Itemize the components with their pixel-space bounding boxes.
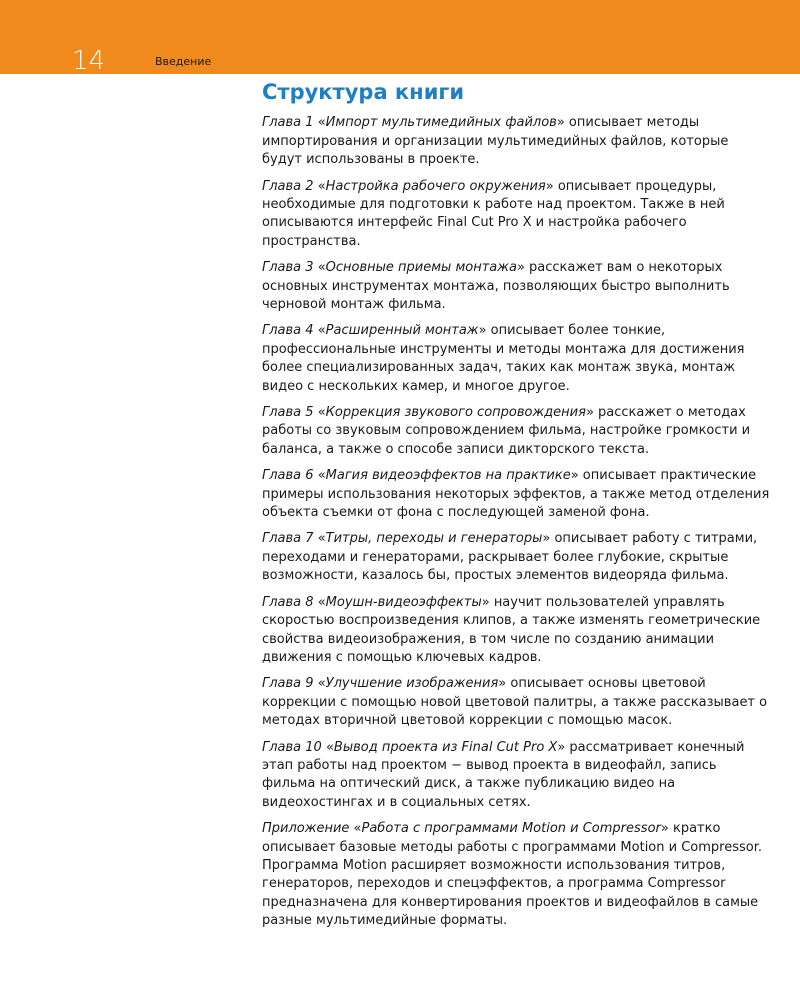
- chapter-label: Глава 8: [262, 594, 314, 610]
- chapter-title: Импорт мультимедийных файлов: [325, 115, 557, 131]
- chapter-paragraph: Глава 2 «Настройка рабочего окружения» описывает процедуры, необходимые для подготовки к работе над проектом. Также в ней описываются интерфейс Final Cut Pro X и настройка рабочего пространства.: [262, 178, 725, 249]
- chapter-description: описывает основы цветовой коррекции с помощью новой цветовой палитры, а также рассказывает о методах вторичной цветовой коррекции с помощью масок.: [262, 676, 768, 729]
- chapter-title: Основные приемы монтажа: [325, 260, 517, 276]
- chapter-description: описывает процедуры, необходимые для подготовки к работе над проектом. Также в ней описываются интерфейс Final Cut Pro X и настройка рабочего пространства.: [262, 178, 725, 249]
- chapter-title: Магия видеоэффектов на практике: [325, 468, 571, 484]
- page-number: 14: [72, 46, 106, 76]
- page-title: Структура книги: [262, 80, 465, 104]
- chapter-paragraph: Глава 3 «Основные приемы монтажа» расскажет вам о некоторых основных инструментах монтажа, позволяющих быстро выполнить черновой монтаж фильма.: [262, 260, 730, 312]
- chapter-description: описывает практические примеры использования некоторых эффектов, а также метод отделения объекта съемки от фона с последующей заменой фона.: [262, 468, 770, 521]
- header-band: [0, 0, 800, 74]
- chapter-label: Глава 10: [262, 739, 322, 755]
- chapter-description: научит пользователей управлять скоростью воспроизведения клипов, а также изменять геометрические свойства видеоизображения, в том числе по созданию анимации движения с помощью ключевых кадров.: [262, 594, 761, 665]
- chapter-title: Улучшение изображения: [325, 676, 499, 692]
- chapter-label: Глава 2: [262, 178, 314, 194]
- running-header-section: Введение: [155, 55, 212, 68]
- chapter-paragraph: Глава 7 «Титры, переходы и генераторы» описывает работу с титрами, переходами и генераторами, раскрывает более глубокие, скрытые возможности, казалось бы, простых элементов видеоряда фильма.: [262, 531, 758, 584]
- chapter-paragraph: Глава 1 «Импорт мультимедийных файлов» описывает методы импортирования и организации мультимедийных файлов, которые будут использованы в проекте.: [262, 115, 729, 168]
- chapter-description: рассматривает конечный этап работы над проектом − вывод проекта в видеофайл, запись фильма на оптический диск, а также публикацию видео на видеохостингах и в социальных сетях.: [262, 739, 745, 810]
- chapter-paragraph: Глава 4 «Расширенный монтаж» описывает более тонкие, профессиональные инструменты и методы монтажа для достижения более специализированных задач, таких как монтаж звука, монтаж видео с нескольких камер, и многое другое.: [262, 323, 745, 394]
- chapter-label: Глава 5: [262, 405, 314, 421]
- chapter-paragraph: Глава 10 «Вывод проекта из Final Cut Pro X» рассматривает конечный этап работы над проектом − вывод проекта в видеофайл, запись фильма на оптический диск, а также публикацию видео на видеохостингах и в социальных сетях.: [262, 739, 745, 810]
- chapter-label: Глава 6: [262, 468, 314, 484]
- chapter-title: Титры, переходы и генераторы: [325, 531, 543, 547]
- appendix-label: Приложение: [262, 821, 350, 837]
- chapter-paragraph: Глава 5 «Коррекция звукового сопровождения» расскажет о методах работы со звуковым сопровождением фильма, настройке громкости и баланса, а также о способе записи дикторского текста.: [262, 405, 751, 457]
- chapter-paragraph: Глава 8 «Моушн-видеоэффекты» научит пользователей управлять скоростью воспроизведения клипов, а также изменять геометрические свойства видеоизображения, в том числе по созданию анимации движения с помощью ключевых кадров.: [262, 594, 761, 665]
- chapter-description: расскажет о методах работы со звуковым сопровождением фильма, настройке громкости и баланса, а также о способе записи дикторского текста.: [262, 405, 751, 457]
- chapter-title: Настройка рабочего окружения: [325, 178, 546, 194]
- main-content: [262, 78, 770, 931]
- chapter-label: Глава 9: [262, 676, 314, 692]
- appendix-paragraph: Приложение «Работа с программами Motion и Compressor» кратко описывает базовые методы работы с программами Motion и Compressor. Программа Motion расширяет возможности использования титров, генераторов, переходов и спецэффектов, а программа Compressor предназначена для конвертирования проектов и видеофайлов в самые разные мультимедийные форматы.: [262, 821, 762, 929]
- chapter-label: Глава 4: [262, 323, 314, 339]
- chapter-label: Глава 1: [262, 115, 314, 131]
- chapter-label: Глава 7: [262, 531, 314, 547]
- appendix-description: кратко описывает базовые методы работы с программами Motion и Compressor. Программа Motion расширяет возможности использования титров, генераторов, переходов и спецэффектов, а программа Compressor предназначена для конвертирования проектов и видеофайлов в самые разные мультимедийные форматы.: [262, 821, 762, 929]
- chapter-label: Глава 3: [262, 260, 314, 276]
- chapter-title: Расширенный монтаж: [325, 323, 479, 339]
- chapter-description: описывает методы импортирования и организации мультимедийных файлов, которые будут использованы в проекте.: [262, 115, 729, 168]
- chapter-title: Вывод проекта из Final Cut Pro X: [333, 739, 558, 755]
- chapter-description: расскажет вам о некоторых основных инструментах монтажа, позволяющих быстро выполнить черновой монтаж фильма.: [262, 260, 730, 312]
- chapter-description: описывает работу с титрами, переходами и генераторами, раскрывает более глубокие, скрытые возможности, казалось бы, простых элементов видеоряда фильма.: [262, 531, 758, 584]
- appendix-title: Работа с программами Motion и Compressor: [361, 821, 661, 837]
- chapter-paragraph: Глава 9 «Улучшение изображения» описывает основы цветовой коррекции с помощью новой цветовой палитры, а также рассказывает о методах вторичной цветовой коррекции с помощью масок.: [262, 676, 768, 729]
- chapter-paragraph: Глава 6 «Магия видеоэффектов на практике» описывает практические примеры использования некоторых эффектов, а также метод отделения объекта съемки от фона с последующей заменой фона.: [262, 468, 770, 521]
- chapter-description: описывает более тонкие, профессиональные инструменты и методы монтажа для достижения более специализированных задач, таких как монтаж звука, монтаж видео с нескольких камер, и многое другое.: [262, 323, 745, 394]
- chapter-title: Коррекция звукового сопровождения: [325, 405, 586, 421]
- chapter-title: Моушн-видеоэффекты: [325, 594, 482, 610]
